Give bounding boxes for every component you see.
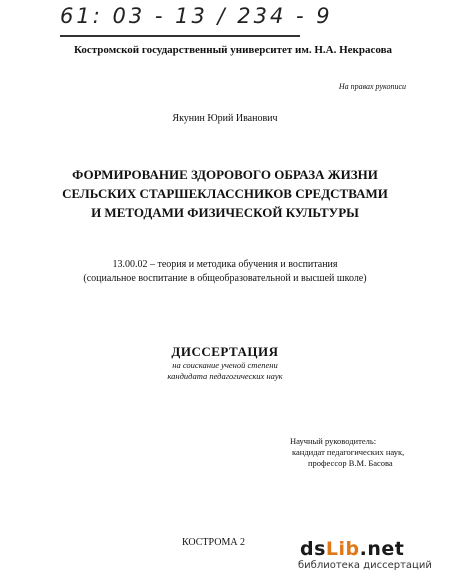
watermark-logo <box>300 538 432 560</box>
handwritten-underline <box>60 35 300 37</box>
manuscript-rights-note: На правах рукописи <box>338 82 406 91</box>
specialty-line: (социальное воспитание в общеобразовательной и высшей школе) <box>83 273 367 284</box>
title-line: СЕЛЬСКИХ СТАРШЕКЛАССНИКОВ СРЕДСТВАМИ <box>62 186 388 201</box>
watermark-brand-lib: Lib <box>325 538 360 560</box>
watermark-subtitle: библиотека диссертаций <box>298 560 432 571</box>
watermark-brand-ds: ds <box>300 538 326 560</box>
archive-code-text: 61: 03 - 13 / 234 - 9 <box>60 4 333 28</box>
degree-line: на соискание ученой степени <box>172 360 278 370</box>
specialty-line: 13.00.02 – теория и методика обучения и воспитания <box>112 259 338 270</box>
author-name: Якунин Юрий Иванович <box>172 113 278 124</box>
supervisor-line: профессор В.М. Басова <box>308 458 393 468</box>
title-line: ФОРМИРОВАНИЕ ЗДОРОВОГО ОБРАЗА ЖИЗНИ <box>72 167 378 182</box>
city-year: КОСТРОМА 2 <box>182 537 246 548</box>
scientific-supervisor <box>290 436 404 469</box>
title-line: И МЕТОДАМИ ФИЗИЧЕСКОЙ КУЛЬТУРЫ <box>91 205 359 220</box>
handwritten-archive-code <box>60 4 350 38</box>
degree-line: кандидата педагогических наук <box>167 371 283 381</box>
supervisor-line: Научный руководитель: <box>290 436 377 446</box>
university-name: Костромской государственный университет им. Н.А. Некрасова <box>73 44 393 56</box>
dslib-watermark[interactable] <box>300 538 432 572</box>
degree-sought <box>0 360 450 382</box>
dissertation-title <box>0 165 450 222</box>
document-type-heading: ДИССЕРТАЦИЯ <box>171 344 279 359</box>
supervisor-line: кандидат педагогических наук, <box>292 447 405 457</box>
specialty-code <box>0 258 450 286</box>
watermark-brand-net: .net <box>359 538 405 560</box>
